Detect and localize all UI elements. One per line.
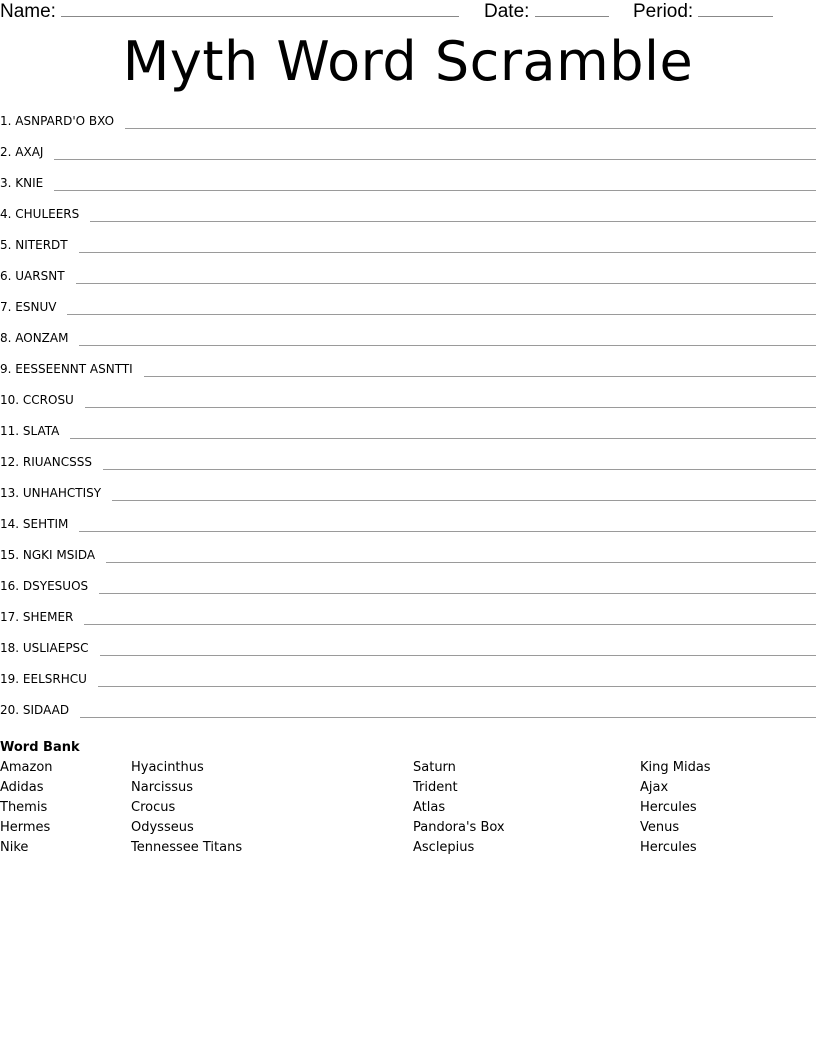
word-bank-word: Crocus [131,800,176,815]
word-bank-word: Tennessee Titans [131,840,243,855]
date-label: Date: [484,1,530,22]
scramble-item [0,546,816,577]
scramble-item [0,577,816,608]
answer-line[interactable] [76,267,816,284]
scramble-word: 14. SEHTIM [0,517,69,531]
answer-line[interactable] [79,236,816,253]
answer-line[interactable] [100,639,816,656]
scramble-item [0,236,816,267]
answer-line[interactable] [79,515,816,532]
word-bank-word: Hermes [0,820,51,835]
scramble-item [0,608,816,639]
word-bank-column-2 [131,760,242,860]
scramble-word: 13. UNHAHCTISY [0,486,102,500]
word-bank-word: Nike [0,840,29,855]
answer-line[interactable] [99,577,816,594]
scramble-word: 1. ASNPARD'O BXO [0,114,115,128]
answer-line[interactable] [84,608,816,625]
answer-line[interactable] [54,143,816,160]
period-blank[interactable] [698,0,773,17]
word-bank-word: Odysseus [131,820,194,835]
date-blank[interactable] [535,0,609,17]
scramble-word: 20. SIDAAD [0,703,70,717]
name-field [0,0,459,23]
scramble-item [0,205,816,236]
answer-line[interactable] [106,546,816,563]
scramble-word: 4. CHULEERS [0,207,80,221]
scramble-item [0,453,816,484]
scramble-item [0,112,816,143]
scramble-word: 12. RIUANCSSS [0,455,92,469]
answer-line[interactable] [70,422,816,439]
scramble-item [0,515,816,546]
scramble-word: 10. CCROSU [0,393,74,407]
page-title: Myth Word Scramble [122,30,694,93]
name-blank[interactable] [61,0,459,17]
word-bank-column-4 [640,760,711,860]
scramble-word: 15. NGKI MSIDA [0,548,96,562]
scramble-word: 3. KNIE [0,176,44,190]
scramble-item [0,670,816,701]
scramble-word: 9. EESSEENNT ASNTTI [0,362,133,376]
scramble-item [0,422,816,453]
student-info-header [0,0,816,24]
answer-line[interactable] [125,112,816,129]
word-bank-word: Ajax [640,780,669,795]
word-bank-column-1 [0,760,53,860]
scramble-word: 18. USLIAEPSC [0,641,89,655]
word-bank [0,740,816,855]
scramble-item [0,267,816,298]
answer-line[interactable] [80,701,816,718]
answer-line[interactable] [54,174,816,191]
scramble-word: 19. EELSRHCU [0,672,87,686]
word-bank-word: Amazon [0,760,53,775]
scramble-item [0,174,816,205]
scramble-word: 5. NITERDT [0,238,68,252]
word-bank-word: Hercules [640,800,697,815]
word-bank-word: Venus [640,820,680,835]
word-bank-word: Hyacinthus [131,760,204,775]
name-label: Name: [0,1,56,22]
period-field [633,0,773,23]
answer-line[interactable] [103,453,816,470]
scramble-item [0,298,816,329]
answer-line[interactable] [98,670,816,687]
word-bank-title: Word Bank [0,740,80,755]
scramble-list [0,112,816,732]
word-bank-word: Saturn [413,760,456,775]
answer-line[interactable] [79,329,816,346]
answer-line[interactable] [112,484,816,501]
scramble-word: 7. ESNUV [0,300,57,314]
scramble-word: 6. UARSNT [0,269,65,283]
scramble-item [0,484,816,515]
scramble-word: 16. DSYESUOS [0,579,89,593]
word-bank-word: Themis [0,800,48,815]
scramble-item [0,143,816,174]
answer-line[interactable] [144,360,816,377]
word-bank-word: King Midas [640,760,711,775]
word-bank-column-3 [413,760,505,860]
word-bank-word: Pandora's Box [413,820,505,835]
scramble-item [0,391,816,422]
word-bank-word: Atlas [413,800,446,815]
word-bank-word: Trident [413,780,458,795]
scramble-word: 8. AONZAM [0,331,69,345]
scramble-item [0,639,816,670]
answer-line[interactable] [85,391,816,408]
period-label: Period: [633,1,694,22]
date-field [484,0,609,23]
answer-line[interactable] [90,205,816,222]
scramble-item [0,329,816,360]
scramble-word: 17. SHEMER [0,610,74,624]
answer-line[interactable] [67,298,816,315]
word-bank-word: Adidas [0,780,44,795]
word-bank-word: Hercules [640,840,697,855]
scramble-word: 2. AXAJ [0,145,44,159]
scramble-word: 11. SLATA [0,424,60,438]
scramble-item [0,701,816,732]
scramble-item [0,360,816,391]
word-bank-word: Asclepius [413,840,475,855]
word-bank-word: Narcissus [131,780,194,795]
